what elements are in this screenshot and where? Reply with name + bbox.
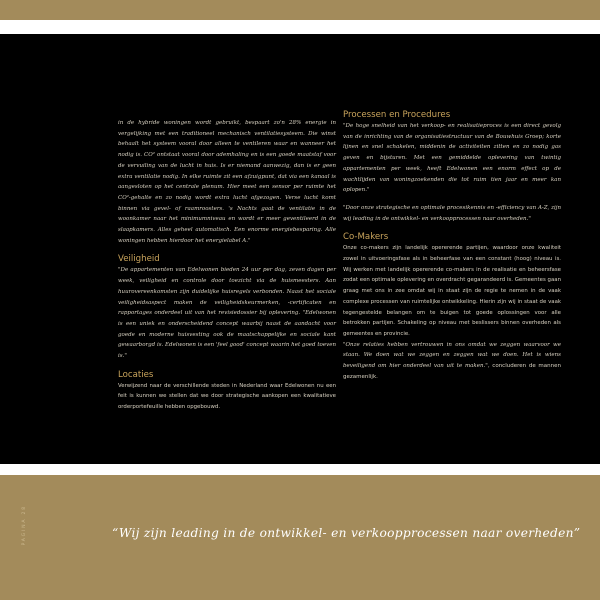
page-number-label: PAGINA 28 <box>22 505 27 546</box>
veiligheid-heading: Veiligheid <box>118 254 160 265</box>
veiligheid-paragraph: "De appartementen van Edelwonen bieden 24 uur per dag, zeven dagen per week, veiligheid en controle door toezicht via de huismeesters. Aan huurovereenkomsten zijn duidelijke huisregels verbonden. Naast het sociale veiligheidsaspect maken de veiligheidskeurmerken, -certificaten en rapportages onderdeel uit van het revisiedossier bij oplevering. "Edelwonen is een uniek en onderscheidend concept waarbij naast de aandacht voor goede en moderne huisvesting ook de maatschappelijke en sociale kant gewaarborgd is. Edelwonen is een 'feel good' concept waarin het goed toeven is." <box>118 267 336 360</box>
locaties-paragraph: Verwijzend naar de verschillende steden in Nederland waar Edelwonen nu een feit is kunnen we stellen dat we door strategische aankopen een kwalitatieve orderportefeuille hebben opgebouwd. <box>118 382 336 411</box>
processen-heading: Processen en Procedures <box>343 110 451 120</box>
comakers-closing: , concluderen de mannen gezamenlijk. <box>343 363 561 380</box>
locaties-heading: Locaties <box>118 369 154 380</box>
comakers-quote: "Onze relaties hebben vertrouwen in ons omdat we zeggen waarvoor we staan. We doen wat we zeggen en zeggen wat we doen. Het is wiens beveiligend om hier onderdeel van uit te maken." <box>343 341 561 370</box>
right-column <box>343 110 561 382</box>
processen-paragraph-1: "De hoge snelheid van het verkoop- en realisatieproces is een direct gevolg van de inrichting van de organisatiestructuur van de Bouwhuis Groep; korte lijnen en snel schakelen, middenin de activiteiten zitten en zo nodig gas geven en bijsturen. Met een gemiddelde oplevering van twintig appartementen per week, heeft Edelwonen een enorm effect op de wachtlijden van woningzoekenden die tot ruim tien jaar en meer kan oplopen." <box>343 123 561 194</box>
comakers-paragraph: Onze co-makers zijn landelijk opererende partijen, waardoor onze kwaliteit zowel in uitvoeringsfase als in beheerfase van een constant (hoog) niveau is. Wij werken met landelijk opererende co-makers in de realisatie en beheersfase zodat een optimale oplevering en overdracht gegarandeerd is. Gemeentes gaan graag met ons in zee omdat wij in staat zijn de regie te nemen in de vaak complexe processen van ruimtelijke ontwikkeling. Hierin zijn wij in staat de vaak tegengestelde belangen om te buigen tot goede oplossingen voor alle betrokken partijen. Schakeling op niveau met beslissers binnen overheden als gemeentes en provincie. <box>343 245 561 337</box>
bottom-white-rule <box>0 464 600 475</box>
top-gold-band <box>0 0 600 20</box>
intro-paragraph: in de hybride woningen wordt gebruikt, bespaart zo'n 28% energie in vergelijking met een traditioneel mechanisch ventilatiesysteem. Die winst behaalt het systeem vooral door alleen te ventileren waar en wanneer het nodig is. CO² ontstaat vooral door ademhaling en is een goede maatstaf voor de vervuiling van de lucht in huis. Is er niemand aanwezig, dan is er geen extra ventilatie nodig. In elke ruimte zit een afzuigpunt, dat via een kanaal is aangesloten op het centrale plenum. Hier meet een sensor per ruimte het CO²-gehalte en zo nodig wordt extra lucht afgezogen. Verse lucht komt binnen via gevel- of raamroosters. 's Nachts gaat de ventilatie in de woonkamer naar het minimumniveau en wordt er meer geventileerd in de slaapkamers. Alles geheel automatisch. Een enorme energiebesparing. Alle woningen hebben hierdoor het energielabel A." <box>118 120 336 244</box>
left-column <box>118 118 336 413</box>
comakers-quote-paragraph <box>343 340 561 383</box>
top-white-rule <box>0 20 600 34</box>
processen-paragraph-2: "Door onze strategische en optimale procesikennis en -efficiency van A-Z, zijn wij leading in de ontwikkel- en verkoopprocessen naar overheden." <box>343 204 561 222</box>
comakers-heading: Co-Makers <box>343 232 389 243</box>
pull-quote: “Wij zijn leading in de ontwikkel- en verkoopprocessen naar overheden” <box>112 526 581 540</box>
